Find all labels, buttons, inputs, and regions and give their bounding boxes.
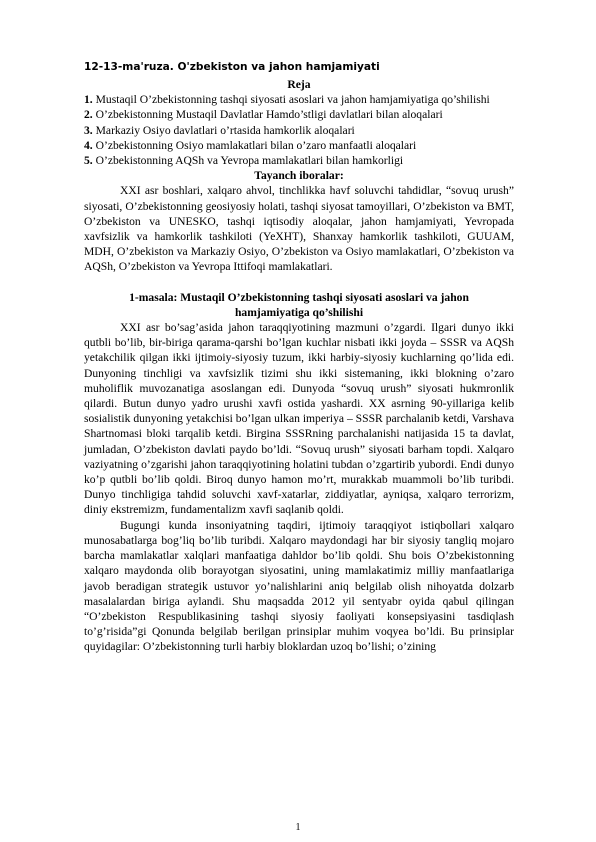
section-title-line: hamjamiyatiga qo’shilishi — [234, 305, 364, 319]
key-terms-paragraph: XXI asr boshlari, xalqaro ahvol, tinchlikka havf soluvchi tahdidlar, “sovuq urush” siyosati, O’zbekistonning geosiyosiy holati, tashqi siyosat tamoyillari, O’zbekiston va BMT, O’zbekiston va UNESKO, tashqi iqtisodiy aloqalar, jahon hamjamiyati, Yevropada xavfsizlik va hamkorlik tashkiloti (YeXHT), Shanxay hamkorlik tashkiloti, GUUAM, MDH, O’zbekiston va Markaziy Osiyo, O’zbekiston va Osiyo mamlakatlari, O’zbekiston va AQSh, O’zbekiston va Yevropa Ittifoqi mamlakatlari. — [84, 184, 514, 274]
plan-item-number: 3. — [84, 123, 93, 137]
plan-item-text: O’zbekistonning AQSh va Yevropa mamlakatlari bilan hamkorligi — [95, 154, 404, 168]
plan-item — [84, 92, 514, 107]
page-number: 1 — [295, 822, 301, 833]
plan-item-number: 4. — [84, 138, 93, 152]
plan-item-number: 2. — [84, 108, 93, 122]
section-title-line: 1-masala: Mustaqil O’zbekistonning tashqi siyosati asoslari va jahon — [129, 290, 469, 304]
lecture-title: 12-13-ma'ruza. O'zbekiston va jahon hamjamiyati — [84, 61, 380, 73]
plan-item-text: Mustaqil O’zbekistonning tashqi siyosati asoslari va jahon hamjamiyatiga qo’shilishi — [95, 93, 490, 107]
plan-item-text: O’zbekistonning Osiyo mamlakatlari bilan o’zaro manfaatli aloqalari — [95, 138, 417, 152]
plan-item-number: 5. — [84, 154, 93, 168]
section-title — [84, 290, 514, 320]
plan-item — [84, 153, 514, 168]
plan-item-text: O’zbekistonning Mustaqil Davlatlar Hamdo’stligi davlatlari bilan aloqalari — [95, 108, 443, 122]
plan-item — [84, 123, 514, 138]
body-paragraph: XXI asr bo’sag’asida jahon taraqqiyotining mazmuni o’zgardi. Ilgari dunyo ikki qutbli bo’lib, bir-biriga qarama-qarshi bo’lgan kuchlar nisbati ikki joyda – SSSR va AQSh yetakchilik qilgan ikki ijtimoiy-siyosiy tuzum, ikki harbiy-siyosiy kuchlarning qo’lida edi. Dunyoning tinchligi va xavfsizlik tizimi shu ikki sistemaning, ikki blokning o’zaro muholiflik muvozanatiga asoslangan edi. Dunyoda “sovuq urush” siyosati hukmronlik qilardi. Butun dunyo yadro urushi xavfi ostida yashardi. XX asrning 90-yillariga kelib sosialistik dunyoning yetakchisi bo’lgan ulkan imperiya – SSSR parchalanib ketdi, Varshava Shartnomasi bloki tarqalib ketdi. Birgina SSSRning parchalanishi natijasida 15 ta davlat, jumladan, O’zbekiston davlati paydo bo’ldi. “Sovuq urush” siyosati barham topdi. Xalqaro vaziyatning o’zgarishi jahon taraqqiyotining holatini tubdan o’zgartirib yubordi. Endi dunyo ko’p qutbli bo’lib qoldi. Biroq dunyo hamon mo’rt, murakkab muammoli bo’lib turibdi. Dunyo tinchligiga tahdid soluvchi xavf-xatarlar, ziddiyatlar, ayniqsa, xalqaro terrorizm, diniy ekstremizm, fundamentalizm xavfi saqlanib qoldi. — [84, 321, 514, 517]
plan-item-number: 1. — [84, 93, 93, 107]
plan-item-text: Markaziy Osiyo davlatlari o’rtasida hamkorlik aloqalari — [95, 123, 355, 137]
plan-item — [84, 138, 514, 153]
key-terms-heading: Tayanch iboralar: — [254, 169, 344, 183]
plan-heading: Reja — [287, 78, 311, 91]
body-paragraph: Bugungi kunda insoniyatning taqdiri, ijtimoiy taraqqiyot istiqbollari xalqaro munosabatlarga bog’liq bo’lib turibdi. Xalqaro maydondagi har bir siyosiy tangliq mojaro barcha mamlakatlar xalqlari manfaatiga dahldor bo’lib qoldi. Shu bois O’zbekistonning xalqaro maydonda olib borayotgan siyosatini, uning mamlakatimiz milliy manfaatlariga javob beradigan strategik ustuvor yo’nalishlarini aniq belgilab olish nihoyatda dolzarb masalalardan biriga aylandi. Shu maqsadda 2012 yil sentyabr oyida qabul qilingan “O’zbekiston Respublikasining tashqi siyosiy faoliyati konsepsiyasini tasdiqlash to’g’risida”gi Qonunda belgilab berilgan prinsiplar muhim voqyea bo’ldi. Bu prinsiplar quyidagilar: O’zbekistonning turli harbiy bloklardan uzoq bo’lishi; o’zining — [84, 518, 514, 654]
plan-list — [84, 92, 514, 168]
plan-item — [84, 107, 514, 122]
